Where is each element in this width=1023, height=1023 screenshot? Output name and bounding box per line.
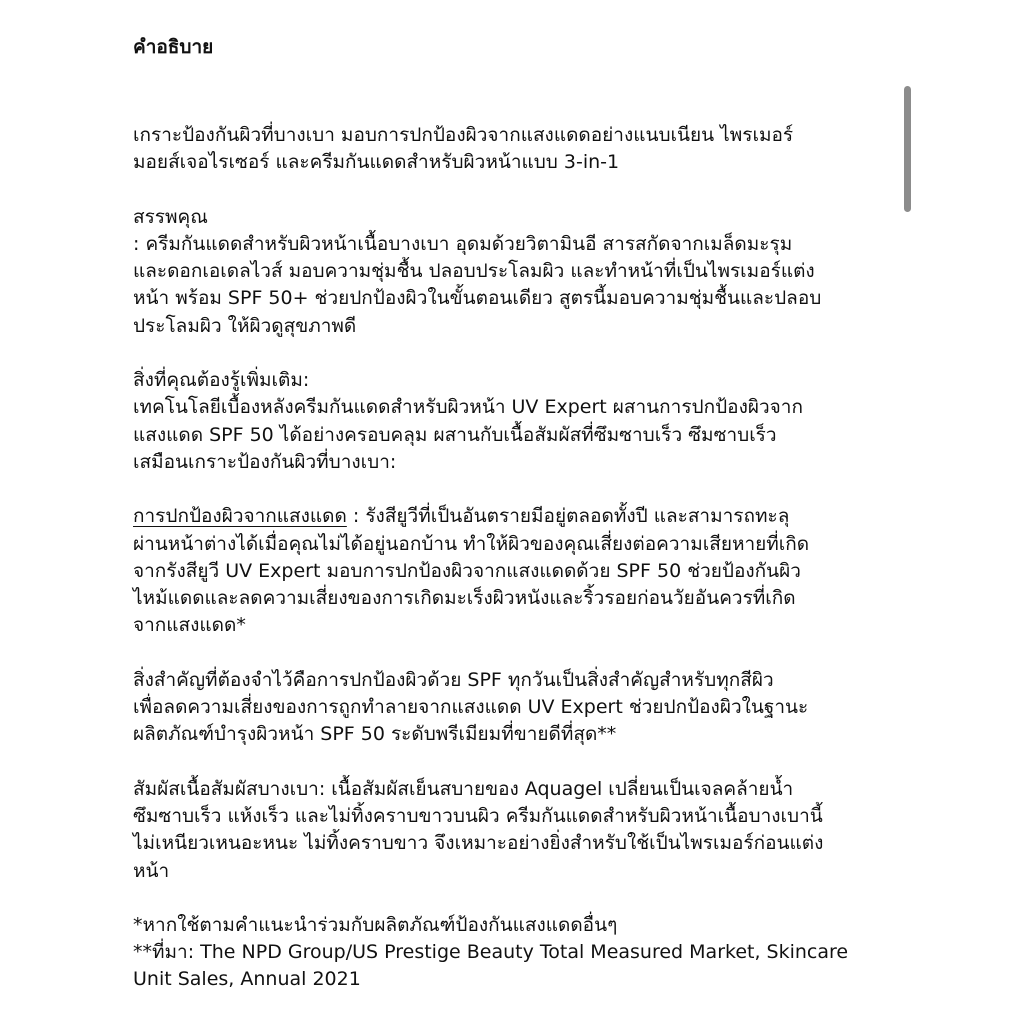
- page-title: คำอธิบาย: [133, 36, 214, 58]
- footnotes: *หากใช้ตามคำแนะนำร่วมกับผลิตภัณฑ์ป้องกันแสงแดดอื่นๆ **ที่มา: The NPD Group/US Prestige Beauty Total Measured Market, Skincare Unit Sales, Annual 2021: [133, 913, 849, 991]
- sun-protection-heading: การปกป้องผิวจากแสงแดด: [133, 505, 347, 528]
- intro-paragraph: เกราะป้องกันผิวที่บางเบา มอบการปกป้องผิวจากแสงแดดอย่างแนบเนียน ไพรเมอร์ มอยส์เจอไรเซอร์ และครีมกันแดดสำหรับผิวหน้าแบบ 3-in-1: [133, 124, 794, 174]
- benefits-paragraph: สรรพคุณ : ครีมกันแดดสำหรับผิวหน้าเนื้อบางเบา อุดมด้วยวิตามินอี สารสกัดจากเมล็ดมะรุม และดอกเอเดลไวส์ มอบความชุ่มชื้น ปลอบประโลมผิว และทำหน้าที่เป็นไพรเมอร์แต่ง หน้า พร้อม SPF 50+ ช่วยปกป้องผิวในขั้นตอนเดียว สูตรนี้มอบความชุ่มชื้นและปลอบ ประโลมผิว ให้ผิวดูสุขภาพดี: [133, 205, 822, 337]
- sun-protection-body: : รังสียูวีที่เป็นอันตรายมีอยู่ตลอดทั้งปี และสามารถทะลุ ผ่านหน้าต่างได้เมื่อคุณไม่ได้อยู่นอกบ้าน ทำให้ผิวของคุณเสี่ยงต่อความเสียหายที่เกิด จากรังสียูวี UV Expert มอบการปกป้องผิวจากแสงแดดด้วย SPF 50 ช่วยป้องกันผิว ไหม้แดดและลดความเสี่ยงของการเกิดมะเร็งผิวหนังและริ้วรอยก่อนวัยอันควรที่เกิด จากแสงแดด*: [133, 505, 810, 637]
- description-document: [133, 33, 903, 994]
- important-paragraph: สิ่งสำคัญที่ต้องจำไว้คือการปกป้องผิวด้วย SPF ทุกวันเป็นสิ่งสำคัญสำหรับทุกสีผิว เพื่อลดความเสี่ยงของการถูกทำลายจากแสงแดด UV Expert ช่วยปกป้องผิวในฐานะ ผลิตภัณฑ์บำรุงผิวหน้า SPF 50 ระดับพรีเมียมที่ขายดีที่สุด**: [133, 668, 809, 746]
- texture-paragraph: สัมผัสเนื้อสัมผัสบางเบา: เนื้อสัมผัสเย็นสบายของ Aquagel เปลี่ยนเป็นเจลคล้ายน้ำ ซึมซาบเร็ว แห้งเร็ว และไม่ทิ้งคราบขาวบนผิว ครีมกันแดดสำหรับผิวหน้าเนื้อบางเบานี้ ไม่เหนียวเหนอะหนะ ไม่ทิ้งคราบขาว จึงเหมาะอย่างยิ่งสำหรับใช้เป็นไพรเมอร์ก่อนแต่ง หน้า: [133, 777, 824, 882]
- sun-protection-paragraph: [133, 503, 903, 639]
- scrollbar-thumb[interactable]: [904, 86, 911, 212]
- more-info-paragraph: สิ่งที่คุณต้องรู้เพิ่มเติม: เทคโนโลยีเบื้องหลังครีมกันแดดสำหรับผิวหน้า UV Expert ผสานการปกป้องผิวจาก แสงแดด SPF 50 ได้อย่างครอบคลุม ผสานกับเนื้อสัมผัสที่ซึมซาบเร็ว ซึมซาบเร็ว เสมือนเกราะป้องกันผิวที่บางเบา:: [133, 369, 803, 473]
